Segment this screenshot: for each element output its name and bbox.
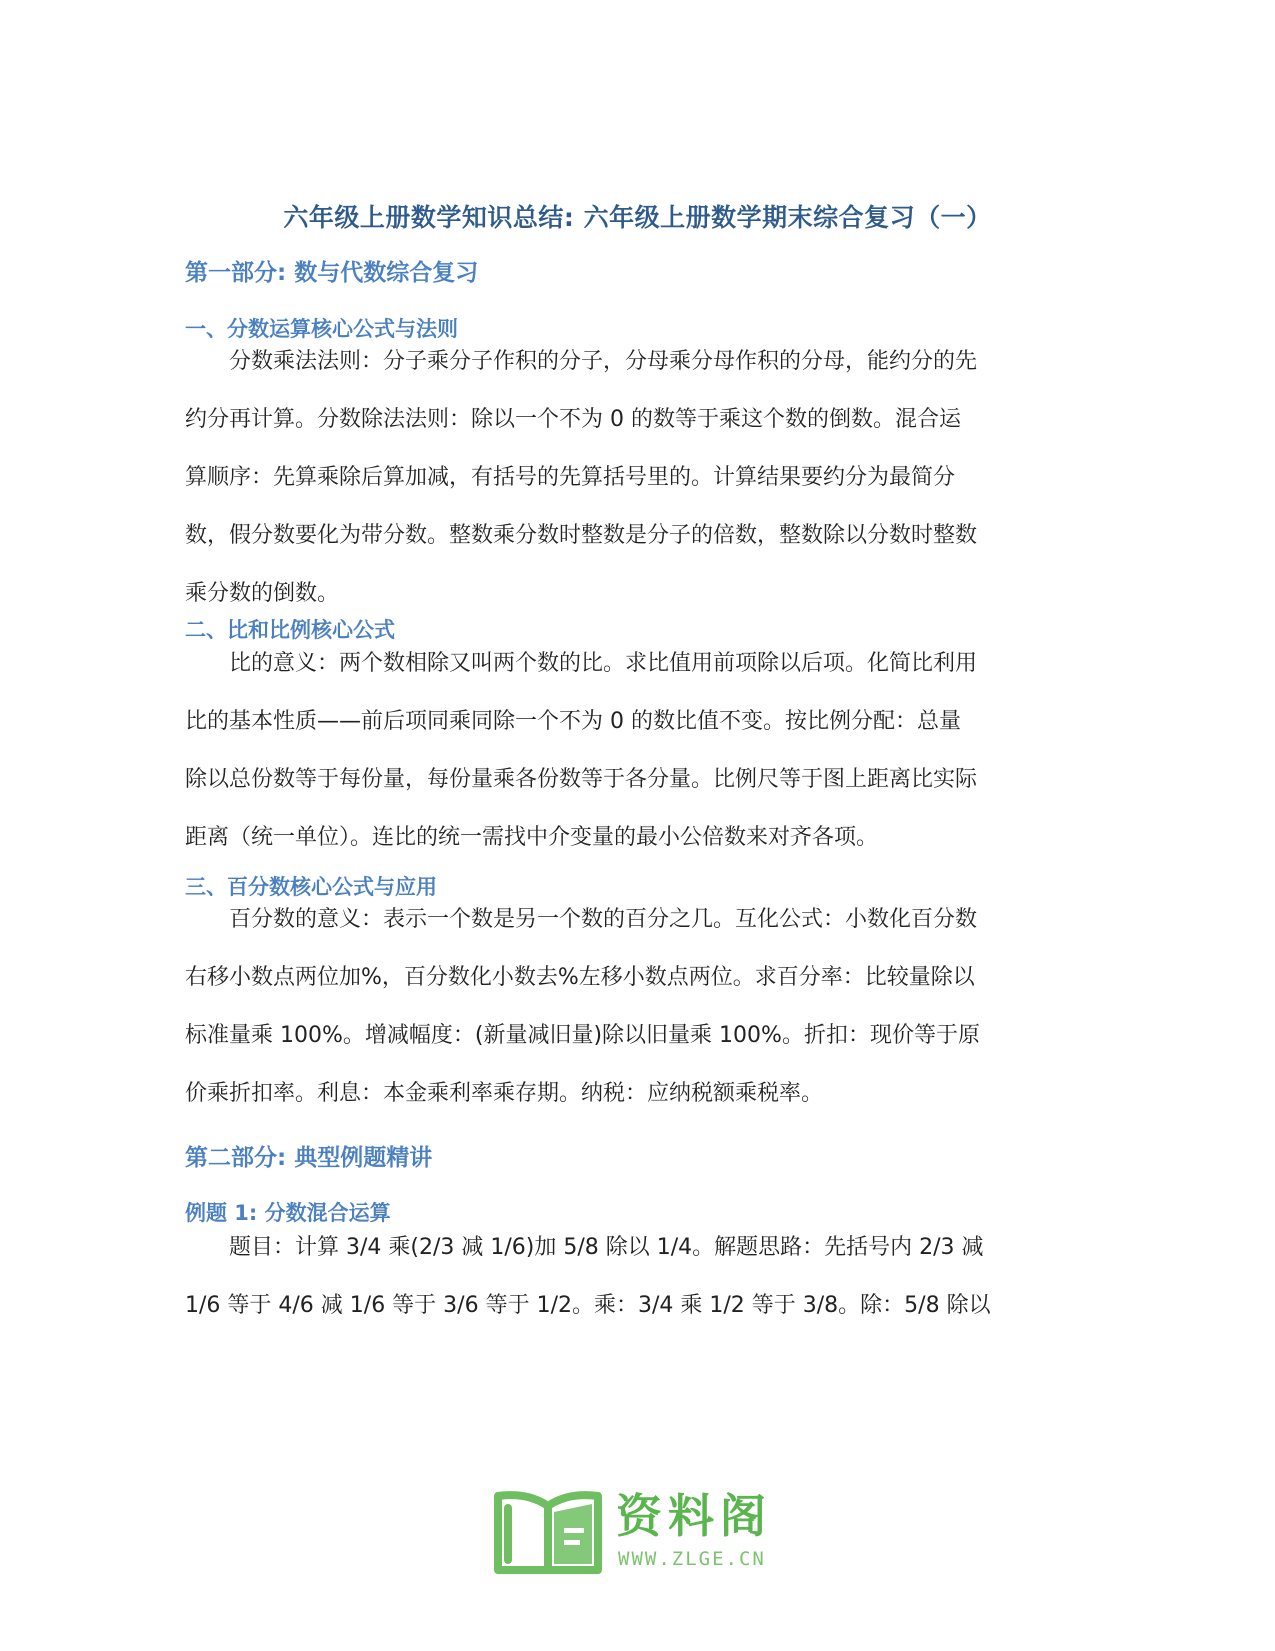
section1-heading: 一、分数运算核心公式与法则: [185, 317, 458, 341]
document-title: 六年级上册数学知识总结: 六年级上册数学期末综合复习（一）: [283, 203, 992, 232]
paragraph-line: 除以总份数等于每份量，每份量乘各份数等于各分量。比例尺等于图上距离比实际: [185, 767, 978, 792]
part1-heading: 第一部分: 数与代数综合复习: [185, 260, 479, 286]
logo-url-text: WWW.ZLGE.CN: [618, 1548, 766, 1570]
paragraph-line: 数，假分数要化为带分数。整数乘分数时整数是分子的倍数，整数除以分数时整数: [185, 523, 978, 548]
paragraph-line: 比的基本性质——前后项同乘同除一个不为 0 的数比值不变。按比例分配：总量: [185, 709, 961, 734]
paragraph-line: 标准量乘 100%。增减幅度：(新量减旧量)除以旧量乘 100%。折扣：现价等于原: [185, 1023, 980, 1048]
paragraph-line: 百分数的意义：表示一个数是另一个数的百分之几。互化公式：小数化百分数: [229, 907, 978, 932]
example1-paragraph: [185, 1232, 1085, 1348]
paragraph-line: 右移小数点两位加%，百分数化小数去%左移小数点两位。求百分率：比较量除以: [185, 965, 975, 990]
logo-brand-text: 资料阁: [616, 1489, 772, 1543]
paragraph-line: 价乘折扣率。利息：本金乘利率乘存期。纳税：应纳税额乘税率。: [185, 1081, 824, 1106]
paragraph-line: 乘分数的倒数。: [185, 581, 340, 606]
paragraph-line: 分数乘法法则：分子乘分子作积的分子，分母乘分母作积的分母，能约分的先: [229, 349, 978, 374]
site-logo: [488, 1478, 788, 1588]
paragraph-line: 约分再计算。分数除法法则：除以一个不为 0 的数等于乘这个数的倒数。混合运: [185, 407, 961, 432]
book-icon: [488, 1478, 610, 1582]
paragraph-line: 距离（统一单位）。连比的统一需找中介变量的最小公倍数来对齐各项。: [185, 825, 879, 850]
paragraph-line: 1/6 等于 4/6 减 1/6 等于 3/6 等于 1/2。乘：3/4 乘 1/2 等于 3/8。除：5/8 除以: [185, 1293, 991, 1318]
paragraph-line: 题目：计算 3/4 乘(2/3 减 1/6)加 5/8 除以 1/4。解题思路：先括号内 2/3 减: [229, 1235, 984, 1260]
part2-heading: 第二部分: 典型例题精讲: [185, 1145, 433, 1171]
section1-paragraph: [185, 346, 1085, 636]
section3-paragraph: [185, 904, 1085, 1136]
section2-heading: 二、比和比例核心公式: [185, 618, 395, 642]
section3-heading: 三、百分数核心公式与应用: [185, 875, 437, 899]
paragraph-line: 算顺序：先算乘除后算加减，有括号的先算括号里的。计算结果要约分为最简分: [185, 465, 956, 490]
section2-paragraph: [185, 648, 1085, 880]
paragraph-line: 比的意义：两个数相除又叫两个数的比。求比值用前项除以后项。化简比利用: [229, 651, 978, 676]
example1-heading: 例题 1: 分数混合运算: [185, 1201, 391, 1225]
